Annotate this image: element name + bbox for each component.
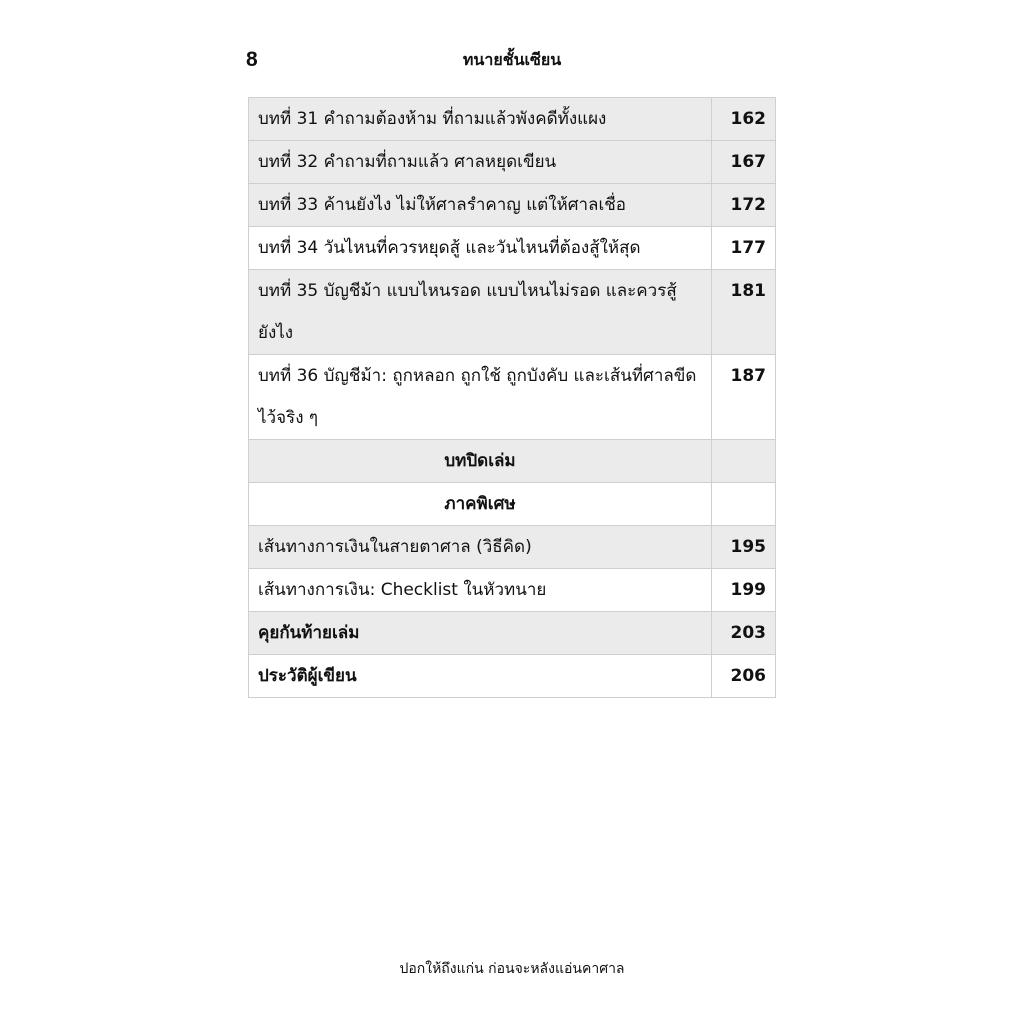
toc-entry-title: บทที่ 31 คำถามต้องห้าม ที่ถามแล้วพังคดีทั้งแผง [249,98,712,141]
toc-entry-title-line: ยังไง [258,323,294,343]
toc-entry-title-line: บทที่ 36 บัญชีม้า: ถูกหลอก ถูกใช้ ถูกบังคับ และเส้นที่ศาลขีด [258,366,697,386]
toc-row-chapter-36 [249,355,776,440]
toc-entry-title [249,355,712,440]
toc-entry-page: 181 [712,270,776,355]
toc-row-afterword [249,612,776,655]
footer-tagline: ปอกให้ถึงแก่น ก่อนจะหลังแอ่นคาศาล [399,961,625,977]
toc-entry-title: บทที่ 32 คำถามที่ถามแล้ว ศาลหยุดเขียน [249,141,712,184]
toc-entry-page: 195 [712,526,776,569]
toc-entry-page [712,483,776,526]
toc-entry-title: บทที่ 33 ค้านยังไง ไม่ให้ศาลรำคาญ แต่ให้ศาลเชื่อ [249,184,712,227]
toc-row-chapter-34 [249,227,776,270]
toc-row-chapter-33 [249,184,776,227]
toc-entry-title: คุยกันท้ายเล่ม [249,612,712,655]
toc-entry-title-line: ไว้จริง ๆ [258,408,319,428]
toc-entry-page: 177 [712,227,776,270]
toc-entry-page: 162 [712,98,776,141]
toc-row-money-trail-thinking [249,526,776,569]
toc-row-special-section [249,483,776,526]
running-header-book-title: ทนายชั้นเซียน [462,50,562,69]
toc-entry-title: ประวัติผู้เขียน [249,655,712,698]
page-number: 8 [246,48,258,71]
toc-entry-page: 203 [712,612,776,655]
toc-row-closing-section [249,440,776,483]
toc-entry-title: เส้นทางการเงิน: Checklist ในหัวทนาย [249,569,712,612]
toc-row-money-trail-checklist [249,569,776,612]
toc-entry-page: 172 [712,184,776,227]
toc-row-author-bio [249,655,776,698]
toc-entry-title: เส้นทางการเงินในสายตาศาล (วิธีคิด) [249,526,712,569]
table-of-contents [248,97,776,698]
toc-entry-title-line: บทที่ 35 บัญชีม้า แบบไหนรอด แบบไหนไม่รอด และควรสู้ [258,281,677,301]
toc-entry-title: บทที่ 34 วันไหนที่ควรหยุดสู้ และวันไหนที่ต้องสู้ให้สุด [249,227,712,270]
toc-section-heading: บทปิดเล่ม [249,440,712,483]
toc-row-chapter-35 [249,270,776,355]
toc-entry-page [712,440,776,483]
toc-entry-page: 199 [712,569,776,612]
toc-entry-page: 187 [712,355,776,440]
toc-entry-page: 206 [712,655,776,698]
toc-entry-title [249,270,712,355]
toc-row-chapter-32 [249,141,776,184]
toc-row-chapter-31 [249,98,776,141]
toc-section-heading: ภาคพิเศษ [249,483,712,526]
toc-entry-page: 167 [712,141,776,184]
